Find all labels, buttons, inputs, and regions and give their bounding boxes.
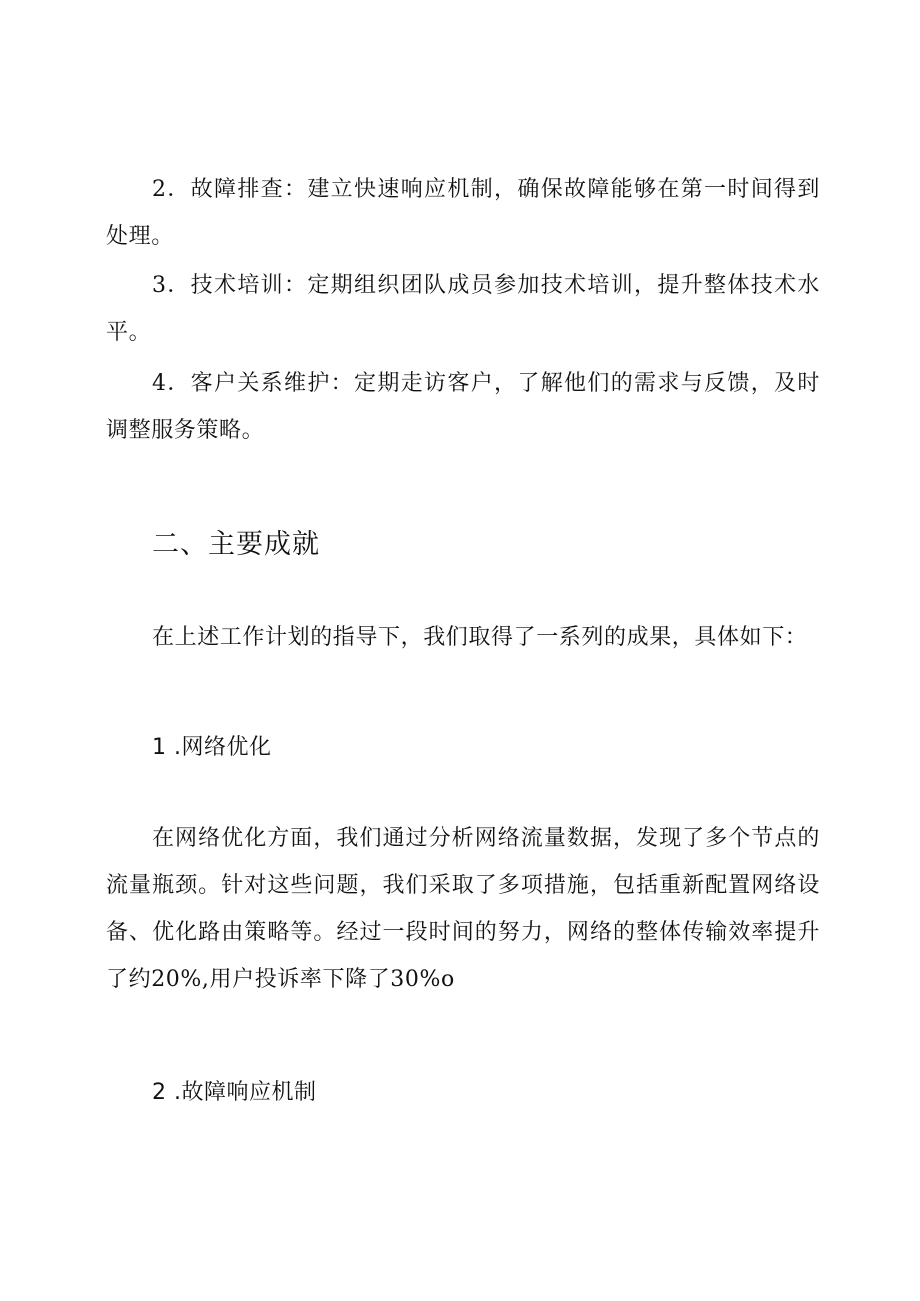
subsection-heading-network-optimization: 1 .网络优化: [152, 735, 272, 760]
section-heading: 二、主要成就: [152, 529, 320, 560]
network-optimization-paragraph: 在网络优化方面，我们通过分析网络流量数据，发现了多个节点的流量瓶颈。针对这些问题，我们采取了多项措施，包括重新配置网络设备、优化路由策略等。经过一段时间的努力，网络的整体传输效率提升了约20%,用户投诉率下降了30%o: [106, 826, 820, 992]
list-item-fault-troubleshooting: 2．故障排查：建立快速响应机制，确保故障能够在第一时间得到处理。: [106, 177, 820, 249]
list-item-customer-relations: 4．客户关系维护：定期走访客户，了解他们的需求与反馈，及时调整服务策略。: [106, 371, 820, 443]
intro-paragraph: 在上述工作计划的指导下，我们取得了一系列的成果，具体如下：: [152, 625, 808, 650]
list-item-technical-training: 3．技术培训：定期组织团队成员参加技术培训，提升整体技术水平。: [106, 273, 820, 345]
subsection-heading-fault-response: 2 .故障响应机制: [152, 1080, 317, 1105]
